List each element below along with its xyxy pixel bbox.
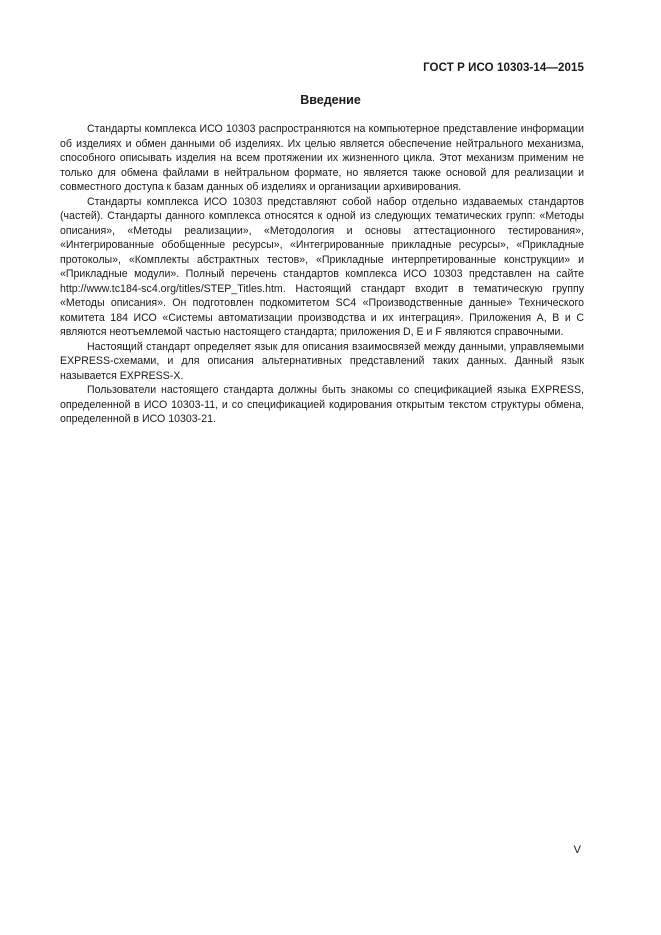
page-number: V (573, 844, 581, 856)
introduction-body (60, 122, 584, 427)
paragraph-language-definition: Настоящий стандарт определяет язык для описания взаимосвязей между данными, управляемыми EXPRESS-схемами, и для описания альтернативных представлений таких данных. Данный язык называется EXPRESS-X. (60, 340, 584, 382)
paragraph-series-structure: Стандарты комплекса ИСО 10303 представляют собой набор отдельно издаваемых стандартов (частей). Стандарты данного комплекса относятся к одной из следующих тематических групп: «Методы описания», «Методы реализации», «Методология и основы аттестационного тестирования», «Интегрированные обобщенные ресурсы», «Интегрированные прикладные ресурсы», «Прикладные протоколы», «Комплекты абстрактных тестов», «Прикладные интерпретированные конструкции» и «Прикладные модули». Полный перечень стандартов комплекса ИСО 10303 представлен на сайте http://www.tc184-sc4.org/titles/STEP_Titles.htm. Настоящий стандарт входит в тематическую группу «Методы описания». Он подготовлен подкомитетом SC4 «Производственные данные» Технического комитета 184 ИСО «Системы автоматизации производства и их интеграция». Приложения А, В и С являются неотъемлемой частью настоящего стандарта; приложения D, Е и F являются справочными. (60, 195, 584, 338)
paragraph-prerequisites: Пользователи настоящего стандарта должны быть знакомы со спецификацией языка EXPRESS, определенной в ИСО 10303-11, и со спецификацией кодирования открытым текстом структуры обмена, определенной в ИСО 10303-21. (60, 384, 584, 425)
standard-code-header: ГОСТ Р ИСО 10303-14—2015 (423, 62, 584, 74)
paragraph-scope: Стандарты комплекса ИСО 10303 распространяются на компьютерное представление информации об изделиях и обмен данными об изделиях. Их целью является обеспечение нейтрального механизма, способного описывать изделия на всем протяжении их жизненного цикла. Этот механизм применим не только для обмена файлами в нейтральном формате, но является также основой для реализации и совместного доступа к базам данных об изделиях и организации архивирования. (60, 123, 584, 193)
section-title: Введение (300, 93, 361, 107)
